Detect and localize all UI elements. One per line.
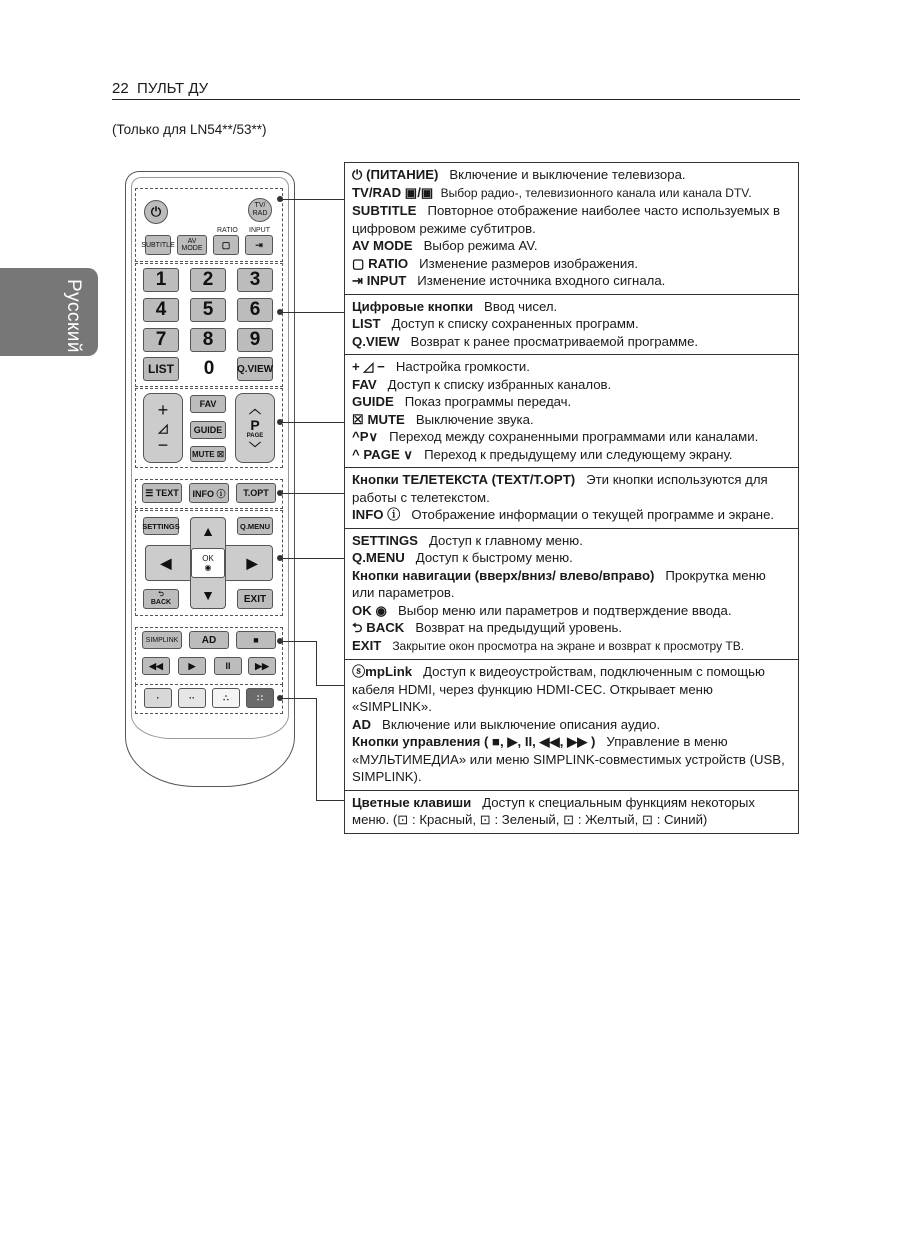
- play-button[interactable]: [178, 657, 206, 675]
- program-p: P: [250, 417, 260, 433]
- digit-5-button[interactable]: 5: [190, 298, 226, 322]
- connector-line: [316, 698, 317, 800]
- ok-icon: ◉: [204, 563, 212, 572]
- row-line: EXIT Закрытие окон просмотра на экране и возврат к просмотру ТВ.: [352, 637, 745, 653]
- row-line: FAV Доступ к списку избранных каналов.: [352, 376, 612, 392]
- row-line: INFO ⓘ Отображение информации о текущей программе и экране.: [352, 507, 775, 522]
- table-row: [345, 528, 798, 660]
- volume-rocker[interactable]: [143, 393, 183, 463]
- row-line: ⏻ (ПИТАНИЕ) Включение и выключение телевизора.: [352, 167, 686, 182]
- connector-line: [316, 685, 344, 686]
- topt-button[interactable]: T.OPT: [236, 483, 276, 503]
- row-line: SETTINGS Доступ к главному меню.: [352, 532, 583, 548]
- table-row: [345, 354, 798, 467]
- row-line: ▢ RATIO Изменение размеров изображения.: [352, 255, 639, 271]
- yellow-key[interactable]: [212, 688, 240, 708]
- back-label: BACK: [150, 599, 172, 606]
- forward-icon: ▶▶: [255, 660, 269, 671]
- stop-icon: ■: [253, 635, 259, 645]
- remote-illustration: [125, 171, 295, 787]
- forward-button[interactable]: [248, 657, 276, 675]
- digit-9-button[interactable]: 9: [237, 328, 273, 352]
- rewind-icon: ◀◀: [149, 660, 163, 671]
- blue-key-icon: ∷: [257, 692, 263, 703]
- row-line: ⓢmpLink Доступ к видеоустройствам, подключенным с помощью кабеля HDMI, через функцию HDMI-CEC. Открывает меню «SIMPLINK».: [352, 664, 765, 714]
- row-line: Q.VIEW Возврат к ранее просматриваемой программе.: [352, 333, 699, 349]
- table-row: [345, 790, 798, 833]
- ok-label: OK: [202, 554, 214, 563]
- av-mode-button[interactable]: AV MODE: [177, 235, 207, 255]
- input-label: INPUT: [249, 227, 270, 234]
- header-rule: [112, 99, 800, 100]
- language-label: Русский: [63, 279, 84, 353]
- row-line: Цветные клавиши Доступ к специальным функциям некоторых меню. (⊡ : Красный, ⊡ : Зеленый, ⊡ : Желтый, ⊡ : Синий): [352, 794, 755, 827]
- volume-icon: ◿: [158, 421, 168, 435]
- model-note: (Только для LN54**/53**): [112, 122, 267, 137]
- digit-2-button[interactable]: 2: [190, 268, 226, 292]
- connector-line: [316, 641, 317, 685]
- pause-button[interactable]: [214, 657, 242, 675]
- fav-button[interactable]: FAV: [190, 395, 226, 413]
- row-line: Цифровые кнопки Ввод чисел.: [352, 298, 558, 314]
- language-tab: [0, 268, 98, 356]
- row-line: ⮌ BACK Возврат на предыдущий уровень.: [352, 620, 623, 635]
- row-line: ^P∨ Переход между сохраненными программами или каналами.: [352, 429, 759, 444]
- row-line: Кнопки ТЕЛЕТЕКСТА (TEXT/T.OPT) Эти кнопки используются для работы с телетекстом.: [352, 472, 768, 505]
- connector-line: [280, 199, 344, 200]
- text-button[interactable]: ☰ TEXT: [142, 483, 182, 503]
- power-button[interactable]: ⏻: [144, 200, 168, 224]
- guide-button[interactable]: GUIDE: [190, 421, 226, 439]
- row-line: SUBTITLE Повторное отображение наиболее часто используемых в цифровом режиме субтитров.: [352, 203, 780, 236]
- table-row: [345, 294, 798, 355]
- pause-icon: II: [225, 661, 231, 671]
- page-title: ПУЛЬТ ДУ: [137, 80, 209, 97]
- row-line: Q.MENU Доступ к быстрому меню.: [352, 550, 573, 565]
- row-line: Кнопки навигации (вверх/вниз/ влево/вправо) Прокрутка меню или параметров.: [352, 567, 766, 600]
- volume-minus: −: [157, 435, 169, 455]
- volume-plus: +: [157, 400, 169, 420]
- connector-line: [280, 422, 344, 423]
- digit-0-button[interactable]: 0: [191, 357, 227, 381]
- digit-6-button[interactable]: 6: [237, 298, 273, 322]
- connector-line: [316, 800, 344, 801]
- row-line: ☒ MUTE Выключение звука.: [352, 411, 534, 427]
- qview-button[interactable]: Q.VIEW: [237, 357, 273, 381]
- qmenu-button[interactable]: Q.MENU: [237, 517, 273, 535]
- input-button[interactable]: [245, 235, 273, 255]
- row-line: ^ PAGE ∨ Переход к предыдущему или следующему экрану.: [352, 446, 733, 462]
- stop-button[interactable]: [236, 631, 276, 649]
- digit-7-button[interactable]: 7: [143, 328, 179, 352]
- play-icon: ▶: [188, 660, 196, 671]
- ratio-label: RATIO: [217, 227, 238, 234]
- nav-down-icon[interactable]: ▼: [195, 584, 221, 606]
- simplink-button[interactable]: SIMPLINK: [142, 631, 182, 649]
- red-key[interactable]: [144, 688, 172, 708]
- row-line: TV/RAD ▣/▣ Выбор радио-, телевизионного канала или канала DTV.: [352, 184, 752, 200]
- row-line: + ◿ − Настройка громкости.: [352, 359, 530, 374]
- back-button[interactable]: [143, 589, 179, 609]
- settings-button[interactable]: SETTINGS: [143, 517, 179, 535]
- table-row: [345, 163, 798, 294]
- table-row: [345, 467, 798, 528]
- row-line: Кнопки управления ( ■, ▶, II, ◀◀, ▶▶ ) Управление в меню «МУЛЬТИМЕДИА» или меню SIMPLINK-совместимых устройств (USB, SIMPLINK).: [352, 734, 785, 784]
- ratio-icon: ▢: [221, 239, 231, 250]
- connector-line: [280, 312, 344, 313]
- digit-4-button[interactable]: 4: [143, 298, 179, 322]
- exit-button[interactable]: EXIT: [237, 589, 273, 609]
- nav-up-icon[interactable]: ▲: [195, 520, 221, 542]
- row-line: OK ◉ Выбор меню или параметров и подтверждение ввода.: [352, 602, 732, 618]
- program-up-icon: ︿: [248, 402, 261, 416]
- connector-line: [280, 641, 316, 642]
- input-icon: ⇥: [255, 239, 263, 250]
- page-header: [112, 80, 208, 97]
- rewind-button[interactable]: [142, 657, 170, 675]
- subtitle-button[interactable]: SUBTITLE: [145, 235, 171, 255]
- program-down-icon: ﹀: [248, 441, 261, 455]
- row-line: AD Включение или выключение описания аудио.: [352, 716, 661, 732]
- list-button[interactable]: LIST: [143, 357, 179, 381]
- description-table: [344, 162, 799, 834]
- program-rocker[interactable]: [235, 393, 275, 463]
- connector-line: [280, 698, 316, 699]
- green-key-icon: ··: [189, 693, 195, 703]
- connector-line: [280, 558, 344, 559]
- page-number: 22: [112, 80, 129, 97]
- row-line: LIST Доступ к списку сохраненных программ.: [352, 316, 639, 331]
- connector-line: [280, 493, 344, 494]
- yellow-key-icon: ∴: [223, 692, 229, 703]
- table-row: [345, 659, 798, 790]
- ratio-button[interactable]: [213, 235, 239, 255]
- mute-button[interactable]: MUTE ☒: [190, 446, 226, 462]
- info-button[interactable]: INFO ⓘ: [189, 483, 229, 503]
- digit-3-button[interactable]: 3: [237, 268, 273, 292]
- back-icon: ⮌: [158, 591, 164, 598]
- program-page: PAGE: [246, 433, 264, 439]
- nav-left-icon[interactable]: ◀: [151, 551, 181, 575]
- row-line: AV MODE Выбор режима AV.: [352, 238, 538, 253]
- green-key[interactable]: [178, 688, 206, 708]
- blue-key[interactable]: [246, 688, 274, 708]
- nav-right-icon[interactable]: ▶: [237, 551, 267, 575]
- digit-8-button[interactable]: 8: [190, 328, 226, 352]
- row-line: ⇥ INPUT Изменение источника входного сигнала.: [352, 273, 666, 288]
- ok-button[interactable]: [191, 548, 225, 578]
- ad-button[interactable]: AD: [189, 631, 229, 649]
- tv-rad-button[interactable]: TV/ RAD: [248, 198, 272, 222]
- digit-1-button[interactable]: 1: [143, 268, 179, 292]
- red-key-icon: ·: [156, 693, 160, 703]
- row-line: GUIDE Показ программы передач.: [352, 394, 572, 409]
